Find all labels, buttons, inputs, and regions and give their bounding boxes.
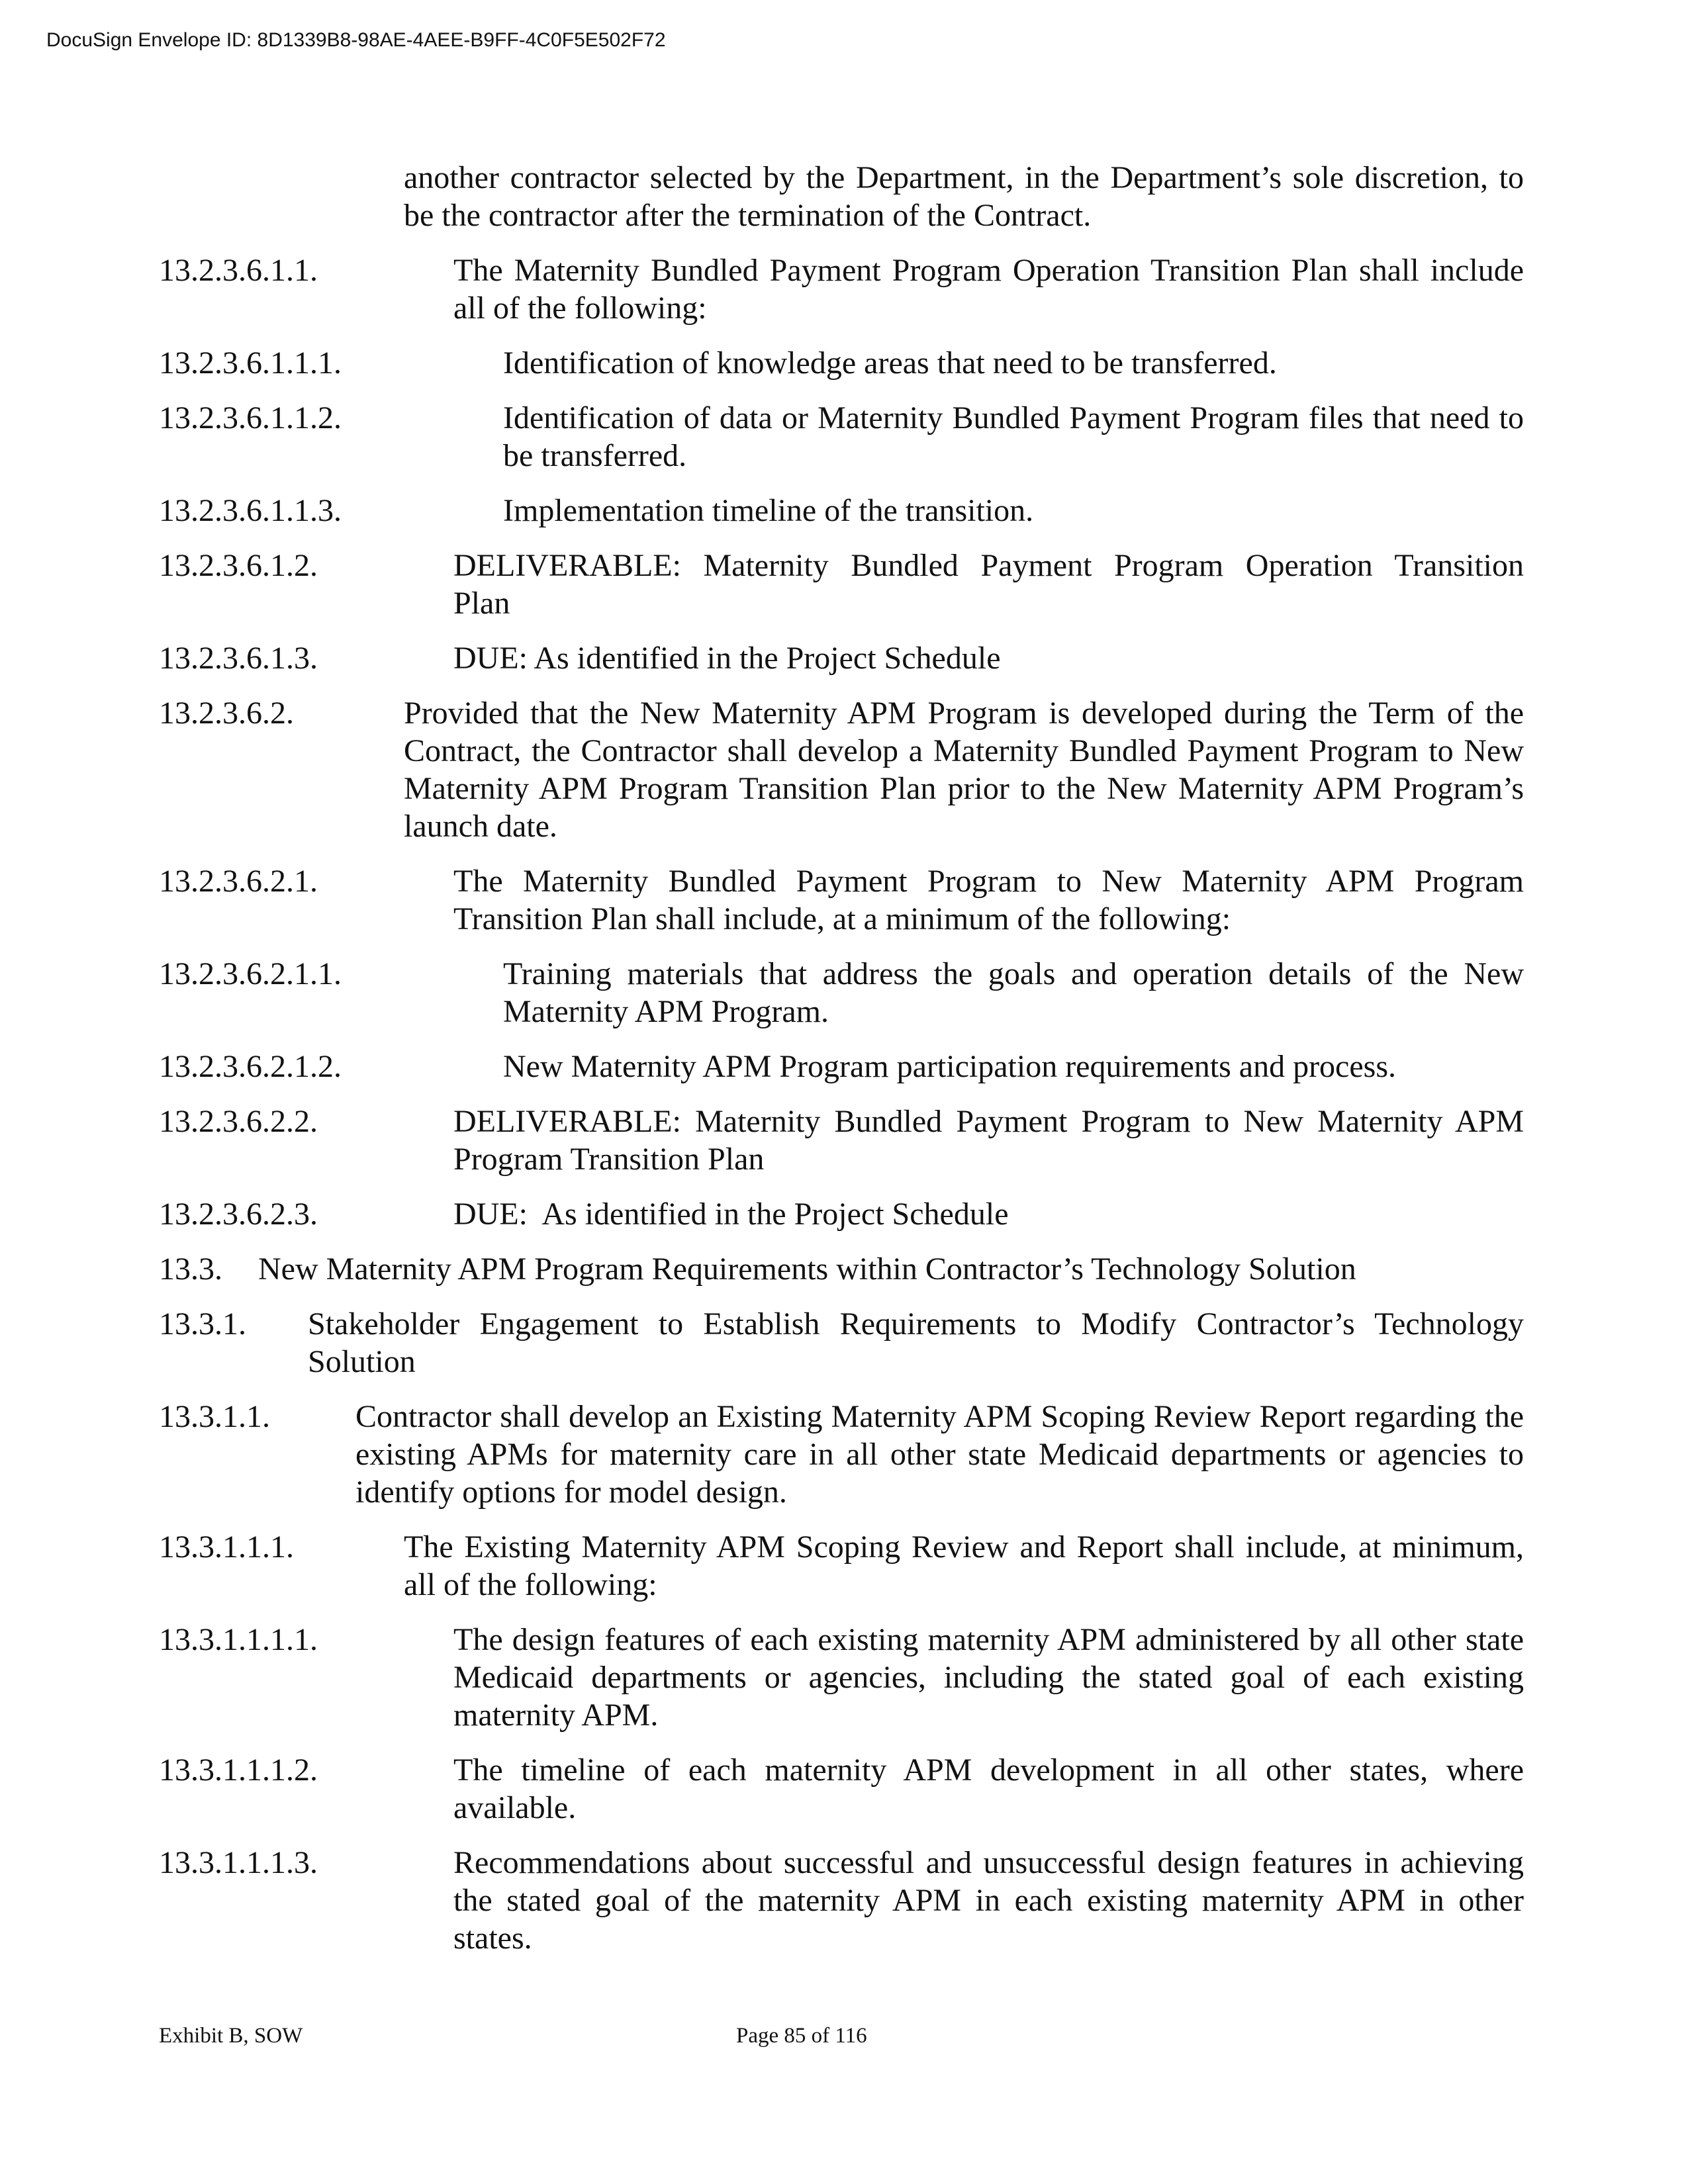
footer-page-number: Page 85 of 116 xyxy=(736,2024,867,2048)
section-number: 13.2.3.6.1.2. xyxy=(159,548,318,583)
section-text: The design features of each existing maternity APM administered by all other state Medicaid departments or agencies, including the stated goal of each existing maternity APM. xyxy=(453,1622,1524,1733)
list-item xyxy=(159,159,1524,234)
section-text: Training materials that address the goals and operation details of the New Maternity APM Program. xyxy=(503,956,1524,1029)
section-text: Recommendations about successful and unsuccessful design features in achieving the stated goal of the maternity APM in each existing maternity APM in other states. xyxy=(453,1845,1524,1956)
list-item xyxy=(159,955,1524,1030)
section-number: 13.3.1. xyxy=(159,1306,246,1342)
section-text: Identification of data or Maternity Bundled Payment Program files that need to be transferred. xyxy=(503,400,1524,473)
document-body xyxy=(159,159,1524,1974)
section-text: Contractor shall develop an Existing Maternity APM Scoping Review Report regarding the existing APMs for maternity care in all other state Medicaid departments or agencies to identify options for model design. xyxy=(355,1399,1524,1510)
section-number: 13.3.1.1.1.2. xyxy=(159,1752,318,1788)
footer-exhibit-label: Exhibit B, SOW xyxy=(159,2024,303,2048)
list-item xyxy=(159,251,1524,327)
list-item xyxy=(159,1103,1524,1178)
list-item xyxy=(159,862,1524,938)
section-text: The Existing Maternity APM Scoping Review and Report shall include, at minimum, all of the following: xyxy=(404,1529,1524,1602)
section-number: 13.3. xyxy=(159,1251,222,1287)
section-text: Provided that the New Maternity APM Program is developed during the Term of the Contract, the Contractor shall develop a Maternity Bundled Payment Program to New Maternity APM Program Transition Plan prior to the New Maternity APM Program’s launch date. xyxy=(404,696,1524,844)
section-number: 13.2.3.6.2.1.2. xyxy=(159,1049,342,1084)
list-item xyxy=(159,1195,1524,1233)
section-text: New Maternity APM Program participation requirements and process. xyxy=(503,1049,1397,1084)
section-number: 13.3.1.1.1. xyxy=(159,1529,294,1565)
list-item xyxy=(159,694,1524,845)
section-number: 13.2.3.6.1.3. xyxy=(159,641,318,676)
list-item xyxy=(159,492,1524,529)
section-text: Stakeholder Engagement to Establish Requirements to Modify Contractor’s Technology Solution xyxy=(308,1306,1524,1379)
section-text: Implementation timeline of the transition. xyxy=(503,493,1034,528)
list-item xyxy=(159,1528,1524,1604)
section-number: 13.3.1.1.1.3. xyxy=(159,1845,318,1880)
section-number: 13.2.3.6.2.3. xyxy=(159,1197,318,1232)
section-number: 13.2.3.6.1.1. xyxy=(159,253,318,288)
section-text: DUE: As identified in the Project Schedule xyxy=(453,1197,1009,1232)
list-item xyxy=(159,344,1524,382)
section-number: 13.2.3.6.2. xyxy=(159,696,294,731)
section-text: DELIVERABLE: Maternity Bundled Payment Program to New Maternity APM Program Transition Plan xyxy=(453,1104,1524,1177)
list-item xyxy=(159,1844,1524,1957)
section-text: The Maternity Bundled Payment Program Operation Transition Plan shall include all of the following: xyxy=(453,253,1524,326)
list-item xyxy=(159,1398,1524,1511)
section-number: 13.2.3.6.1.1.3. xyxy=(159,493,342,528)
section-text: Identification of knowledge areas that need to be transferred. xyxy=(503,345,1277,381)
section-text: DUE: As identified in the Project Schedule xyxy=(453,641,1001,676)
docusign-envelope-id: DocuSign Envelope ID: 8D1339B8-98AE-4AEE-B9FF-4C0F5E502F72 xyxy=(46,29,666,51)
section-text: New Maternity APM Program Requirements within Contractor’s Technology Solution xyxy=(258,1251,1356,1287)
list-item xyxy=(159,1048,1524,1085)
list-item xyxy=(159,639,1524,677)
section-heading xyxy=(159,1305,1524,1381)
section-number: 13.2.3.6.1.1.1. xyxy=(159,345,342,381)
section-text: another contractor selected by the Department, in the Department’s sole discretion, to be the contractor after the termination of the Contract. xyxy=(404,160,1524,233)
list-item xyxy=(159,1621,1524,1734)
list-item xyxy=(159,547,1524,622)
section-number: 13.3.1.1.1.1. xyxy=(159,1622,318,1657)
section-number: 13.2.3.6.1.1.2. xyxy=(159,400,342,435)
section-number: 13.3.1.1. xyxy=(159,1399,270,1434)
section-number: 13.2.3.6.2.1. xyxy=(159,864,318,899)
section-heading xyxy=(159,1250,1524,1288)
section-text: The timeline of each maternity APM development in all other states, where available. xyxy=(453,1752,1524,1825)
section-number: 13.2.3.6.2.2. xyxy=(159,1104,318,1139)
section-text: DELIVERABLE: Maternity Bundled Payment Program Operation Transition Plan xyxy=(453,548,1524,621)
list-item xyxy=(159,399,1524,475)
section-text: The Maternity Bundled Payment Program to New Maternity APM Program Transition Plan shall include, at a minimum of the following: xyxy=(453,864,1524,936)
section-number: 13.2.3.6.2.1.1. xyxy=(159,956,342,991)
list-item xyxy=(159,1751,1524,1827)
